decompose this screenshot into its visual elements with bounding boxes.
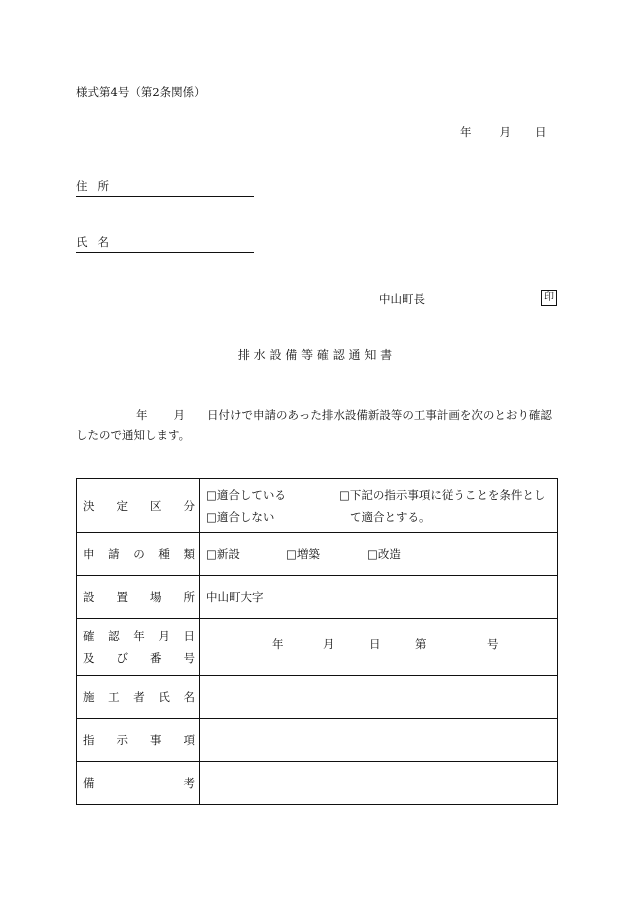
application-type-label: 申 請 の 種 類 [83, 547, 195, 561]
remarks-label: 備 考 [83, 776, 195, 790]
body-sentence: 日付けで申請のあった排水設備新設等の工事計画を次のとおり確認したので通知します。 [76, 408, 552, 442]
name-field[interactable] [76, 234, 254, 253]
issue-date [460, 124, 547, 140]
remarks-value[interactable] [200, 762, 558, 805]
confirm-date-label-line2: 及 び 番 号 [83, 651, 195, 665]
confirm-number-suffix: 号 [487, 637, 499, 651]
type-new-checkbox[interactable]: □新設 [206, 547, 240, 561]
instructions-label-cell [77, 719, 200, 762]
table-row [77, 676, 558, 719]
type-expansion-checkbox[interactable]: □増築 [286, 547, 320, 561]
option-conditional-line2: て適合とする。 [350, 509, 431, 524]
confirm-number-prefix: 第 [415, 637, 427, 651]
decision-label: 決 定 区 分 [83, 498, 195, 513]
location-value[interactable]: 中山町大字 [200, 576, 558, 619]
confirm-date-cell[interactable] [200, 619, 558, 676]
address-field[interactable] [76, 178, 254, 197]
table-row [77, 479, 558, 533]
contractor-label-cell [77, 676, 200, 719]
seal-icon: 印 [541, 290, 557, 306]
contractor-label: 施 工 者 氏 名 [83, 690, 195, 704]
body-year: 年 [136, 408, 148, 422]
confirm-date-label-cell [77, 619, 200, 676]
sender-title: 中山町長 [379, 292, 425, 306]
decision-options-cell [200, 479, 558, 533]
confirm-month: 月 [323, 637, 335, 651]
remarks-label-cell [77, 762, 200, 805]
confirm-day: 日 [369, 637, 381, 651]
confirm-year: 年 [272, 637, 284, 651]
body-text [76, 405, 558, 445]
instructions-value[interactable] [200, 719, 558, 762]
address-label: 住所 [76, 179, 119, 193]
date-day: 日 [535, 125, 547, 139]
option-non-compliant-checkbox[interactable]: □適合しない [206, 509, 275, 524]
option-conditional-checkbox[interactable]: □下記の指示事項に従うことを条件とし [339, 487, 546, 502]
date-month: 月 [499, 125, 511, 139]
confirm-date-label-line1: 確 認 年 月 日 [83, 629, 195, 643]
decision-label-cell [77, 479, 200, 533]
table-row [77, 762, 558, 805]
name-label: 氏名 [76, 235, 119, 249]
form-number: 様式第4号（第2条関係） [76, 85, 206, 99]
location-label-cell [77, 576, 200, 619]
table-row [77, 576, 558, 619]
table-row [77, 533, 558, 576]
location-label: 設 置 場 所 [83, 590, 195, 604]
date-year: 年 [460, 125, 472, 139]
table-row [77, 719, 558, 762]
body-month: 月 [173, 408, 185, 422]
contractor-value[interactable] [200, 676, 558, 719]
type-modification-checkbox[interactable]: □改造 [367, 547, 401, 561]
application-type-label-cell [77, 533, 200, 576]
confirmation-table [76, 478, 558, 805]
table-row [77, 619, 558, 676]
instructions-label: 指 示 事 項 [83, 733, 195, 747]
document-title: 排 水 設 備 等 確 認 通 知 書 [237, 348, 393, 362]
option-compliant-checkbox[interactable]: □適合している [206, 487, 286, 502]
application-type-cell [200, 533, 558, 576]
